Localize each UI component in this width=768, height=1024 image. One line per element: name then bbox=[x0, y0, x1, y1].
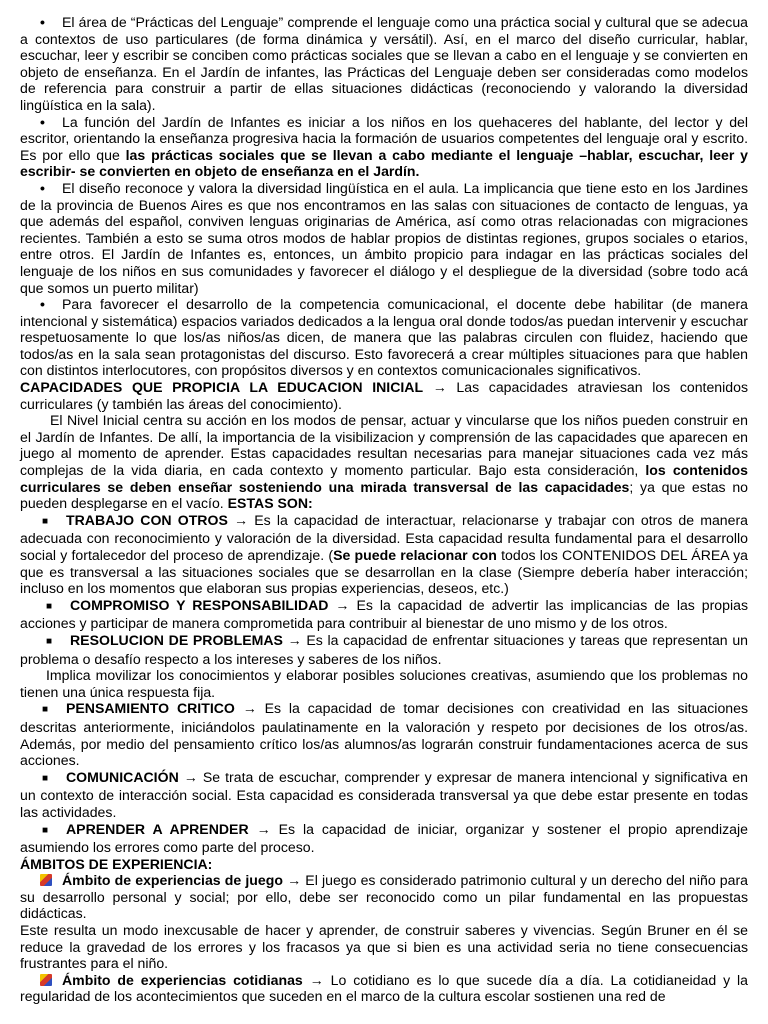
paragraph-funcion-jardin bbox=[20, 114, 748, 180]
ambito-title: Ámbito de experiencias cotidianas bbox=[62, 971, 303, 988]
paragraph-competencia bbox=[20, 296, 748, 379]
square-bullet-icon: ■ bbox=[42, 772, 49, 784]
ambito-title: Ámbito de experiencias de juego bbox=[62, 872, 283, 889]
paragraph-text: El área de “Prácticas del Lenguaje” comprende el lenguaje como una práctica social y cultural que se adecua a contextos de uso particulares (de forma dinámica y versátil). Así, en el marco del diseño curricular, hablar, escuchar, leer y escribir se conciben como prácticas sociales que se llevan a cabo en el lenguaje y se convierten en objeto de enseñanza. En el Jardín de infantes, las Prácticas del Lenguaje deben ser consideradas como modelos de referencia para construir a partir de ellas situaciones didácticas (reconociendo y valorando la diversidad lingüística en la sala). bbox=[20, 14, 748, 113]
capacidad-title: TRABAJO CON OTROS bbox=[66, 511, 228, 528]
book-icon bbox=[40, 974, 52, 986]
paragraph-text: Este resulta un modo inexcusable de hacer y aprender, de construir saberes y vivencias. Según Bruner en él se reduce la gravedad de los errores y los fracasos ya que si bien es una actividad seria no tiene consecuencias frustrantes para el niño. bbox=[20, 922, 748, 972]
bullet-icon: • bbox=[40, 296, 45, 313]
paragraph-bruner bbox=[20, 922, 748, 972]
paragraph-text: → El juego es considerado patrimonio cultural y un derecho del niño para su desarrollo personal y social; por ello, debe ser reconocido como un pilar fundamental en las propuestas didácticas. bbox=[20, 872, 748, 922]
paragraph-text: → Se trata de escuchar, comprender y expresar de manera intencional y significativa en un contexto de interacción social. Esta capacidad es considerada transversal ya que debe estar presente en todas las actividades. bbox=[20, 768, 748, 820]
capacidad-title: RESOLUCION DE PROBLEMAS bbox=[70, 631, 283, 648]
bullet-icon: • bbox=[40, 113, 45, 130]
capacidad-title: COMUNICACIÓN bbox=[66, 768, 179, 785]
paragraph-text: Para favorecer el desarrollo de la competencia comunicacional, el docente debe habilitar (de manera intencional y sistemática) espacios variados dedicados a la lengua oral donde todos/as puedan intervenir y escuchar respetuosamente lo que los/as niños/as dicen, de manera que las palabras circulen con fluidez, haciendo que todos/as en la sala sean protagonistas del discurso. Esto favorecerá a crear múltiples situaciones para que hablen con distintos interlocutores, con propósitos diversos y en contextos comunicacionales significativos. bbox=[20, 296, 748, 379]
paragraph-text: La función del Jardín de Infantes es iniciar a los niños en los quehaceres del hablante, del lector y del escritor, orientando la enseñanza progresiva hacia la formación de usuarios competentes del lenguaje oral y escrito. Es por ello que bbox=[20, 113, 748, 163]
square-bullet-icon: ■ bbox=[46, 635, 53, 647]
capacidad-title: PENSAMIENTO CRITICO bbox=[66, 700, 235, 717]
paragraph-diversidad bbox=[20, 180, 748, 296]
ambitos-heading: ÁMBITOS DE EXPERIENCIA: bbox=[20, 855, 213, 872]
square-bullet-icon: ■ bbox=[42, 704, 49, 716]
paragraph-text: → Es la capacidad de interactuar, relacionarse y trabajar con otros de manera adecuada con reconocimiento y valoración de la diversidad. Esta capacidad resulta fundamental para el desarrollo social y fortalecedor del proceso de aprendizaje. ( bbox=[20, 511, 748, 563]
capacidad-compromiso bbox=[20, 597, 748, 632]
capacidad-pensamiento-critico bbox=[20, 700, 748, 768]
capacidad-title: APRENDER A APRENDER bbox=[66, 820, 249, 837]
bold-text: Se puede relacionar con bbox=[333, 547, 497, 563]
paragraph-text: El diseño reconoce y valora la diversidad lingüística en el aula. La implicancia que tiene esto en los Jardines de la provincia de Buenos Aires es que nos encontramos en las salas con situaciones de contacto de lenguas, ya que además del español, conviven lenguas originarias de América, así como otras relacionadas con migraciones recientes. También a esto se suma otros modos de hablar propios de distintas regiones, grupos sociales o etarios, entre otros. El Jardín de Infantes es, entonces, un ámbito propicio para indagar en las prácticas sociales del lenguaje de los niños en sus comunidades y favorecer el diálogo y el despliegue de la diversidad (sobre todo acá que somos un puerto militar) bbox=[20, 179, 748, 296]
bullet-icon: • bbox=[40, 14, 45, 30]
square-bullet-icon: ■ bbox=[46, 600, 53, 612]
bold-text: ESTAS SON: bbox=[227, 495, 313, 512]
paragraph-text: ; ya que estas no pueden desplegarse en el vacío. bbox=[20, 478, 748, 512]
capacidad-title: COMPROMISO Y RESPONSABILIDAD bbox=[70, 596, 329, 613]
book-icon bbox=[40, 874, 52, 886]
paragraph-text: → Es la capacidad de advertir las implicancias de las propias acciones y participar de manera comprometida para contribuir al bienestar de uno mismo y de los otros. bbox=[20, 596, 749, 632]
paragraph-text: → Lo cotidiano es lo que sucede día a día. La cotidianeidad y la regularidad de los acontecimientos que suceden en el marco de la cultura escolar sostienen una red de bbox=[20, 971, 748, 1005]
bold-text: las prácticas sociales que se llevan a cabo mediante el lenguaje –hablar, escuchar, leer y escribir- se convierten en objeto de enseñanza en el Jardín. bbox=[20, 146, 748, 180]
paragraph-text: → Es la capacidad de tomar decisiones con creatividad en las situaciones descritas anteriormente, iniciándolos paulatinamente en la valoración y respeto por decisiones de los otros/as. Además, por medio del pensamiento crítico los/as alumnos/as lograrán construir fundamentaciones acerca de sus acciones. bbox=[20, 700, 748, 769]
paragraph-text: → Es la capacidad de enfrentar situaciones y tareas que representan un problema o desafío respecto a los intereses y saberes de los niños. bbox=[20, 631, 748, 667]
bullet-icon: • bbox=[40, 179, 45, 196]
capacidades-heading-line bbox=[20, 379, 748, 412]
paragraph-text: → Las capacidades atraviesan los contenidos curriculares (y también las áreas del conocimiento). bbox=[20, 379, 749, 412]
paragraph-text: Implica movilizar los conocimientos y elaborar posibles soluciones creativas, asumiendo que los problemas no tienen una única respuesta fija. bbox=[20, 667, 748, 700]
ambito-cotidianas bbox=[20, 972, 748, 1005]
capacidad-resolucion bbox=[20, 632, 748, 667]
bold-text: los contenidos curriculares se deben enseñar sosteniendo una mirada transversal de las capacidades bbox=[20, 462, 748, 495]
paragraph-implica bbox=[20, 667, 748, 700]
ambito-juego bbox=[20, 872, 748, 922]
section-heading: CAPACIDADES QUE PROPICIA LA EDUCACION INICIAL bbox=[20, 379, 424, 396]
paragraph-practicas-lenguaje bbox=[20, 14, 748, 114]
paragraph-nivel-inicial bbox=[20, 412, 748, 512]
paragraph-text: → Es la capacidad de iniciar, organizar y sostener el propio aprendizaje asumiendo los errores como parte del proceso. bbox=[20, 820, 748, 856]
square-bullet-icon: ■ bbox=[42, 824, 49, 836]
capacidad-comunicacion bbox=[20, 769, 748, 821]
square-bullet-icon: ■ bbox=[42, 515, 49, 527]
capacidad-trabajo-con-otros bbox=[20, 512, 748, 597]
paragraph-text: todos los CONTENIDOS DEL ÁREA ya que es transversal a las situaciones sociales que se desarrollan en la clase (Siempre debería haber interacción; incluso en los momentos que elaboran sus propias experiencias, deseos, etc.) bbox=[20, 547, 748, 597]
paragraph-text: El Nivel Inicial centra su acción en los modos de pensar, actuar y vincularse que los niños pueden construir en el Jardín de Infantes. De allí, la importancia de la visibilizacion y comprensión de las capacidades que aparecen en juego al momento de aprender. Estas capacidades resultan necesarias para manejar situaciones cada vez más complejas de la vida diaria, en cada contexto y momento particular. Bajo esta consideración, bbox=[20, 412, 748, 479]
capacidad-aprender bbox=[20, 821, 748, 856]
